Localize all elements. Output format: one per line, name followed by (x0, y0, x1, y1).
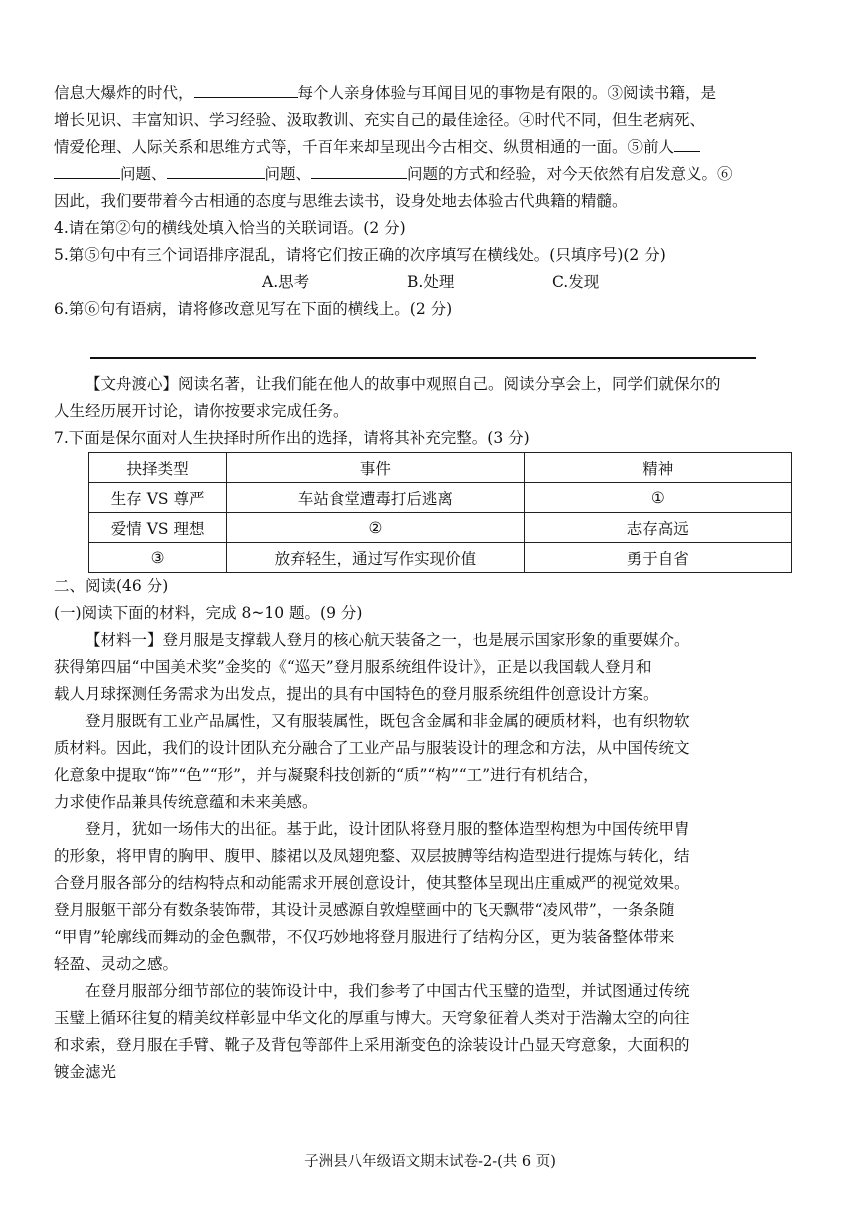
page-footer: 子洲县八年级语文期末试卷-2-(共 6 页) (304, 1154, 556, 1170)
table-cell: 放弃轻生，通过写作实现价值 (227, 543, 524, 573)
fill-blank[interactable] (194, 81, 298, 98)
para3-line: 登月服躯干部分有数条装饰带，其设计灵感源自敦煌壁画中的飞天飘带“凌风带”，一条条随 (54, 901, 675, 919)
exam-page (54, 80, 814, 1086)
para3-line: 合登月服各部分的结构特点和动能需求开展创意设计，使其整体呈现出庄重威严的视觉效果。 (54, 874, 690, 892)
answer-line[interactable] (90, 357, 756, 359)
question-4: 4.请在第②句的横线处填入恰当的关联词语。(2 分) (54, 219, 406, 237)
table-cell: 勇于自省 (524, 543, 791, 573)
table-header: 精神 (524, 453, 791, 483)
table-row (89, 543, 792, 573)
para1-line: 载人月球探测任务需求为出发点，提出的具有中国特色的登月服系统组件创意设计方案。 (54, 685, 659, 703)
table-cell: 生存 VS 尊严 (89, 483, 227, 513)
para4-line: 在登月服部分细节部位的装饰设计中，我们参考了中国古代玉璧的造型，并试图通过传统 (85, 982, 690, 1000)
fill-blank[interactable] (167, 162, 265, 179)
table-cell[interactable]: ② (227, 513, 524, 543)
fill-blank[interactable] (674, 135, 700, 152)
passage-line-2: 增长见识、丰富知识、学习经验、汲取教训、充实自己的最佳途径。④时代不同，但生老病死、 (54, 111, 706, 129)
para4-line: 玉璧上循环往复的精美纹样彰显中华文化的厚重与博大。天穹象征着人类对于浩瀚太空的向往 (54, 1009, 690, 1027)
wenzhou-intro-1: 【文舟渡心】阅读名著，让我们能在他人的故事中观照自己。阅读分享会上，同学们就保尔的 (85, 375, 721, 393)
fill-blank[interactable] (54, 162, 120, 179)
para4-line: 和求索，登月服在手臂、靴子及背包等部件上采用渐变色的涂装设计凸显天穹意象，大面积的 (54, 1036, 690, 1054)
para4-line: 镀金滤光 (54, 1063, 117, 1081)
table-header: 事件 (227, 453, 524, 483)
para2-line: 力求使作品兼具传统意蕴和未来美感。 (54, 793, 318, 811)
table-cell[interactable]: ③ (89, 543, 227, 573)
wenzhou-intro-2: 人生经历展开讨论，请你按要求完成任务。 (54, 402, 349, 420)
table-header: 抉择类型 (89, 453, 227, 483)
passage-line-4: 问题、 问题、 问题的方式和经验，对今天依然有启发意义。⑥ (54, 161, 814, 188)
para1-line: 获得第四届“中国美术奖”金奖的《“巡天”登月服系统组件设计》，正是以我国载人登月和 (54, 658, 652, 676)
passage-line-3: 情爱伦理、人际关系和思维方式等，千百年来却呈现出今古相交、纵贯相通的一面。⑤前人 (54, 134, 814, 161)
choice-table (88, 452, 792, 573)
reading-sub-title: (一)阅读下面的材料，完成 8~10 题。(9 分) (54, 604, 363, 622)
question-5: 5.第⑤句中有三个词语排序混乱，请将它们按正确的次序填写在横线处。(只填序号)(2 分) (54, 246, 666, 264)
para3-line: 轻盈、灵动之感。 (54, 955, 179, 973)
para2-line: 登月服既有工业产品属性，又有服装属性，既包含金属和非金属的硬质材料，也有织物软 (85, 712, 690, 730)
para2-line: 化意象中提取“饰”“色”“形”，并与凝聚科技创新的“质”“构”“工”进行有机结合， (54, 766, 599, 784)
table-cell: 车站食堂遭毒打后逃离 (227, 483, 524, 513)
para2-line: 质材料。因此，我们的设计团队充分融合了工业产品与服装设计的理念和方法，从中国传统文 (54, 739, 690, 757)
question-7: 7.下面是保尔面对人生抉择时所作出的选择，请将其补充完整。(3 分) (54, 429, 530, 447)
table-row (89, 483, 792, 513)
option-a: A.思考 (262, 273, 310, 291)
table-header-row (89, 453, 792, 483)
table-cell: 志存高远 (524, 513, 791, 543)
table-cell[interactable]: ① (524, 483, 791, 513)
question-6: 6.第⑥句有语病，请将修改意见写在下面的横线上。(2 分) (54, 300, 453, 318)
table-cell: 爱情 VS 理想 (89, 513, 227, 543)
para3-line: “甲胄”轮廓线而舞动的金色飘带，不仅巧妙地将登月服进行了结构分区，更为装备整体带来 (54, 928, 675, 946)
fill-blank[interactable] (311, 162, 407, 179)
para1-line: 【材料一】登月服是支撑载人登月的核心航天装备之一，也是展示国家形象的重要媒介。 (85, 631, 690, 649)
question-5-options (54, 269, 814, 296)
passage-line-1: 信息大爆炸的时代， 每个人亲身体验与耳闻目见的事物是有限的。③阅读书籍，是 (54, 80, 814, 107)
table-row (89, 513, 792, 543)
reading-section-title: 二、阅读(46 分) (54, 577, 169, 595)
option-b: B.处理 (407, 273, 455, 291)
para3-line: 的形象，将甲胄的胸甲、腹甲、膝裙以及凤翅兜鍪、双层披膊等结构造型进行提炼与转化，结 (54, 847, 690, 865)
para3-line: 登月，犹如一场伟大的出征。基于此，设计团队将登月服的整体造型构想为中国传统甲胄 (85, 820, 690, 838)
option-c: C.发现 (552, 273, 600, 291)
passage-line-5: 因此，我们要带着今古相通的态度与思维去读书，设身处地去体验古代典籍的精髓。 (54, 192, 628, 210)
